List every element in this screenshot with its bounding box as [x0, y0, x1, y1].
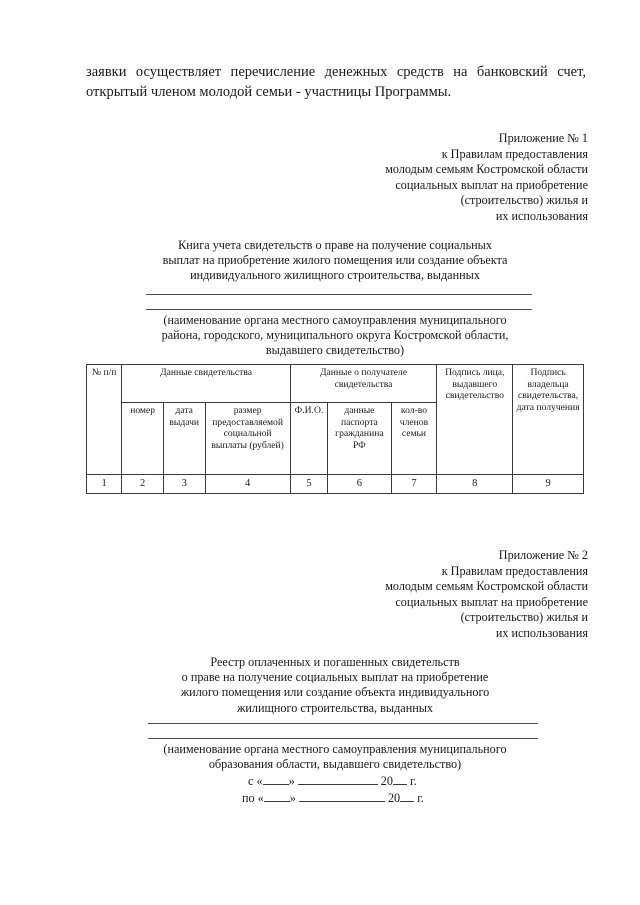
- column-number-cell: 7: [391, 475, 437, 494]
- month-blank: [298, 773, 378, 785]
- period-to-label: по «: [242, 791, 264, 805]
- column-number-cell: 8: [437, 475, 513, 494]
- header-group-certificate: Данные свидетельства: [122, 365, 290, 403]
- blank-line: [146, 309, 532, 310]
- column-number-cell: 3: [163, 475, 205, 494]
- intro-paragraph: [86, 62, 586, 102]
- registry-caption: [90, 742, 580, 772]
- certificates-table: [86, 364, 584, 494]
- appendix-line: Приложение № 2: [498, 548, 588, 562]
- month-blank: [299, 790, 385, 802]
- appendix-line: молодым семьям Костромской области: [385, 579, 588, 593]
- period-from-line: [248, 773, 417, 789]
- header-passport: данные паспорта гражданина РФ: [328, 403, 391, 475]
- year-suffix: г.: [409, 774, 417, 788]
- header-family-members: кол-во членов семьи: [391, 403, 437, 475]
- column-number-cell: 6: [328, 475, 391, 494]
- header-col-holder: Подпись владельца свидетельства, дата получения: [513, 365, 584, 475]
- appendix-line: (строительство) жилья и: [460, 193, 588, 207]
- appendix-line: их использования: [495, 625, 588, 640]
- appendix-line: Приложение № 1: [498, 131, 588, 145]
- header-group-recipient: Данные о получателе свидетельства: [290, 365, 437, 403]
- column-number-cell: 1: [87, 475, 122, 494]
- header-col-signer: Подпись лица, выдавшего свидетельство: [437, 365, 513, 475]
- book-caption: [90, 313, 580, 359]
- header-number: номер: [122, 403, 164, 475]
- paragraph-line: заявки осуществляет перечисление денежных средств на банковский счет,: [86, 64, 586, 80]
- caption-line: (наименование органа местного самоуправления муниципального: [163, 742, 507, 756]
- column-number-cell: 5: [290, 475, 327, 494]
- year-suffix: г.: [417, 791, 424, 805]
- table-row: [87, 475, 584, 494]
- appendix-line: социальных выплат на приобретение: [395, 177, 588, 192]
- year-blank: [400, 790, 414, 802]
- title-line: жилого помещения или создание объекта индивидуального: [180, 685, 490, 700]
- registry-title: [90, 655, 580, 716]
- paragraph-line: открытый членом молодой семьи - участницы Программы.: [86, 84, 452, 100]
- title-line: Книга учета свидетельств о праве на получение социальных: [178, 238, 492, 252]
- caption-line: района, городского, муниципального округа Костромской области,: [161, 328, 509, 343]
- caption-line: выдавшего свидетельство): [265, 343, 405, 358]
- title-line: о праве на получение социальных выплат на приобретение: [181, 670, 489, 685]
- column-number-cell: 4: [205, 475, 290, 494]
- caption-line: (наименование органа местного самоуправления муниципального: [163, 313, 507, 327]
- year-prefix: 20: [380, 774, 393, 788]
- column-number-cell: 2: [122, 475, 164, 494]
- header-fio: Ф.И.О.: [290, 403, 327, 475]
- period-from-label: с «: [248, 774, 263, 788]
- appendix-line: к Правилам предоставления: [441, 146, 588, 161]
- header-col-number: № п/п: [87, 365, 122, 475]
- blank-line: [146, 294, 532, 295]
- appendix-line: молодым семьям Костромской области: [385, 162, 588, 176]
- year-blank: [393, 773, 407, 785]
- day-blank: [264, 790, 290, 802]
- table-header-row: [87, 365, 584, 403]
- year-prefix: 20: [387, 791, 401, 805]
- appendix-line: (строительство) жилья и: [460, 610, 588, 624]
- title-line: выплат на приобретение жилого помещения или создание объекта: [162, 253, 508, 268]
- title-line: индивидуального жилищного строительства, выданных: [190, 268, 480, 283]
- title-line: жилищного строительства, выданных: [236, 700, 434, 715]
- appendix-1-header: [288, 131, 588, 224]
- period-to-line: [242, 790, 424, 806]
- day-blank: [263, 773, 289, 785]
- appendix-line: социальных выплат на приобретение: [395, 594, 588, 609]
- appendix-2-header: [288, 548, 588, 641]
- caption-line: образования области, выдавшего свидетельство): [208, 757, 462, 772]
- blank-line: [148, 738, 538, 739]
- title-line: Реестр оплаченных и погашенных свидетельств: [210, 655, 460, 669]
- appendix-line: к Правилам предоставления: [441, 563, 588, 578]
- column-number-cell: 9: [513, 475, 584, 494]
- header-issue-date: дата выдачи: [163, 403, 205, 475]
- header-amount: размер предоставляемой социальной выплаты (рублей): [205, 403, 290, 475]
- quote-close: »: [289, 791, 296, 805]
- book-title: [90, 238, 580, 284]
- appendix-line: их использования: [495, 208, 588, 223]
- blank-line: [148, 723, 538, 724]
- quote-close: »: [288, 774, 295, 788]
